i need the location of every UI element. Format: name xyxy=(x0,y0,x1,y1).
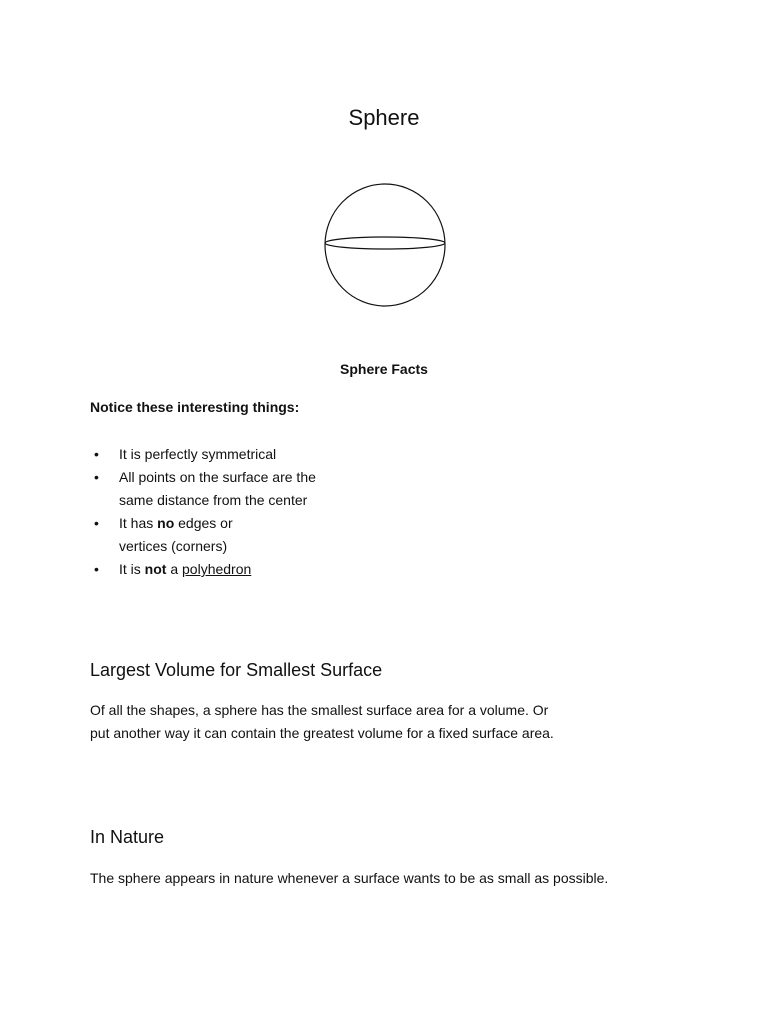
page-title: Sphere xyxy=(348,105,420,130)
fact-edges-line1 xyxy=(119,512,390,535)
fact-edges-pre: It has xyxy=(119,515,158,531)
nature-paragraph: The sphere appears in nature whenever a surface wants to be as small as possible. xyxy=(90,870,609,886)
volume-text-line1: Of all the shapes, a sphere has the smallest surface area for a volume. Or xyxy=(90,702,549,718)
fact-polyhedron-pre: It is xyxy=(119,561,145,577)
fact-polyhedron-mid: a xyxy=(166,561,183,577)
volume-text-line2: put another way it can contain the greatest volume for a fixed surface area. xyxy=(90,725,554,741)
volume-paragraph xyxy=(90,699,590,745)
facts-heading: Sphere Facts xyxy=(340,361,428,377)
list-item xyxy=(90,558,390,581)
fact-polyhedron-emphasis: not xyxy=(144,561,167,577)
fact-distance-line1: • All points on the surface are the xyxy=(119,469,316,485)
sphere-diagram xyxy=(320,178,450,312)
fact-distance-line2: same distance from the center xyxy=(119,492,308,508)
sphere-equator xyxy=(325,237,445,249)
notice-heading: Notice these interesting things: xyxy=(90,399,300,415)
fact-edges-line2: vertices (corners) xyxy=(119,538,228,554)
facts-list xyxy=(90,443,390,581)
list-item xyxy=(90,512,390,558)
volume-heading: Largest Volume for Smallest Surface xyxy=(90,660,383,680)
fact-symmetrical: It is perfectly symmetrical xyxy=(119,446,277,462)
polyhedron-link[interactable]: polyhedron xyxy=(182,561,252,577)
fact-edges-post: edges or xyxy=(174,515,233,531)
list-item xyxy=(90,443,390,466)
list-item xyxy=(90,466,390,512)
sphere-outline xyxy=(325,184,445,306)
nature-heading: In Nature xyxy=(90,827,165,847)
fact-edges-emphasis: no xyxy=(157,515,175,531)
